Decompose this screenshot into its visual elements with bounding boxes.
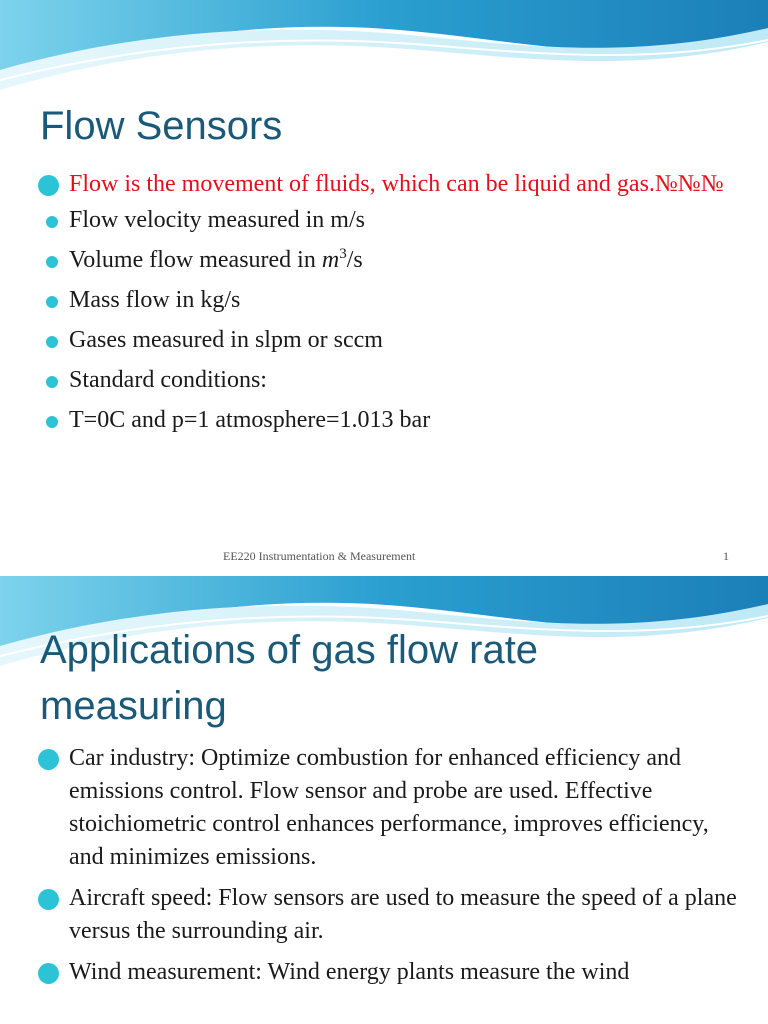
unit-base: m [321, 247, 340, 273]
bullet-text: Wind measurement: Wind energy plants measure the wind [69, 959, 630, 985]
bullet-dot-icon [46, 416, 58, 428]
slide-2 [0, 576, 768, 1024]
bullet-text: Mass flow in kg/s [69, 287, 241, 313]
slide-title-line-1: Applications of gas flow rate [40, 628, 539, 672]
list-item [38, 324, 728, 356]
bullet-text: Volume flow measured in [69, 247, 322, 273]
bullet-text: Standard conditions: [69, 367, 267, 393]
list-item [38, 168, 728, 200]
list-item [38, 742, 738, 874]
bullet-dot-icon [46, 376, 58, 388]
list-item [38, 204, 728, 236]
bullet-dot-icon [46, 296, 58, 308]
intro-text: Flow is the movement of fluids, which can be liquid and gas.№№№ [69, 171, 724, 197]
bullet-text: T=0C and p=1 atmosphere=1.013 bar [69, 407, 431, 433]
bullet-dot-icon [38, 749, 59, 770]
page-number: 1 [723, 549, 729, 563]
list-item [38, 956, 738, 989]
bullet-dot-icon [46, 336, 58, 348]
list-item [38, 404, 728, 436]
bullet-dot-icon [46, 256, 58, 268]
bullet-text: Flow velocity measured in m/s [69, 207, 365, 233]
bullet-dot-icon [38, 963, 59, 984]
footer-text: EE220 Instrumentation & Measurement [223, 549, 416, 563]
bullet-dot-icon [38, 889, 59, 910]
bullet-dot-icon [46, 216, 58, 228]
slide-title: Flow Sensors [40, 104, 283, 148]
list-item [38, 364, 728, 396]
unit-exponent: 3 [339, 246, 347, 262]
list-item [38, 882, 738, 948]
bullet-list [38, 742, 738, 997]
bullet-text: Gases measured in slpm or sccm [69, 327, 383, 353]
list-item [38, 244, 728, 276]
bullet-dot-icon [38, 175, 59, 196]
unit-tail: /s [346, 247, 363, 273]
wave-header-decoration [0, 0, 768, 100]
bullet-list [38, 168, 728, 444]
bullet-text: Car industry: Optimize combustion for enhanced efficiency and emissions control. Flow sensor and probe are used. Effective stoichiometric control enhances performance, improves efficiency, and minimizes emissions. [69, 745, 709, 870]
slide-title-line-2: measuring [40, 684, 227, 728]
list-item [38, 284, 728, 316]
bullet-text: Aircraft speed: Flow sensors are used to measure the speed of a plane versus the surrounding air. [69, 885, 737, 944]
